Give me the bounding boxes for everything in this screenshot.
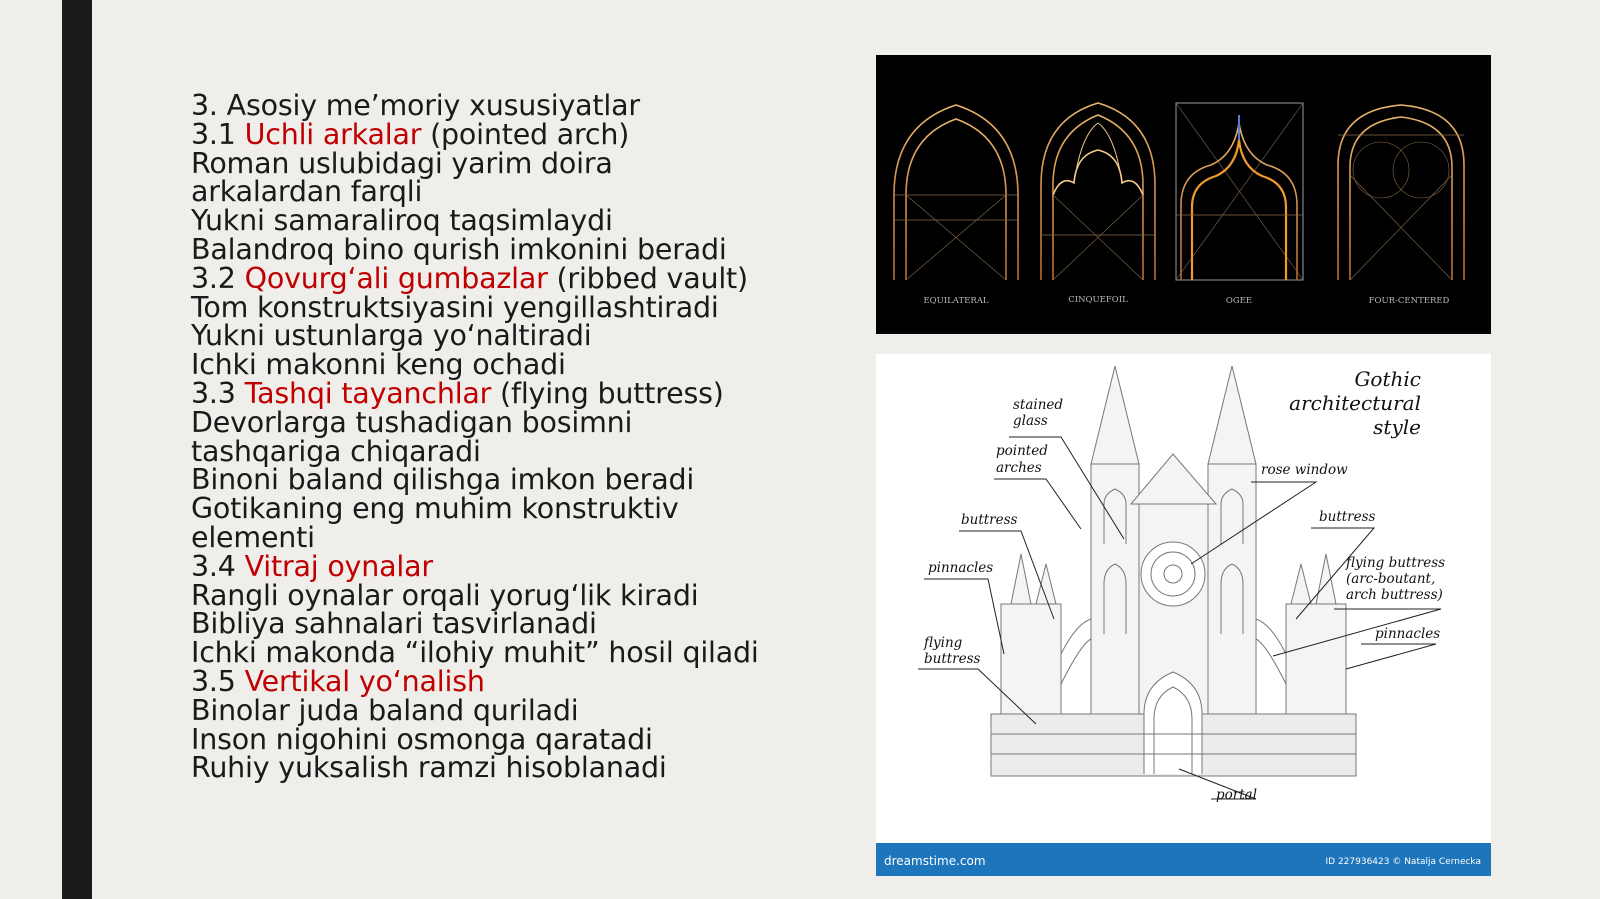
- text-line: [191, 204, 831, 238]
- line-text: Roman uslubidagi yarim doira: [191, 146, 613, 180]
- highlight-text: Uchli arkalar: [244, 117, 422, 151]
- line-text: elementi: [191, 520, 315, 554]
- highlight-text: Tashqi tayanchlar: [244, 376, 492, 410]
- callout-buttress-right: buttress: [1319, 509, 1376, 525]
- callout-stained-glass-2: glass: [1013, 413, 1048, 429]
- equilateral-arch-drawing: [894, 105, 1018, 280]
- text-line: [191, 319, 831, 353]
- cathedral-title-line-1: Gothic: [1354, 367, 1421, 391]
- text-line: [191, 751, 831, 785]
- line-text: (pointed arch): [421, 117, 630, 151]
- line-text: Ruhiy yuksalish ramzi hisoblanadi: [191, 751, 667, 785]
- callout-pinnacles-right: pinnacles: [1375, 626, 1441, 642]
- highlight-text: Vertikal yo‘nalish: [244, 664, 485, 698]
- four-centered-arch-drawing: [1338, 105, 1464, 280]
- gothic-arches-image: [876, 55, 1491, 334]
- line-text: Ichki makonni keng ochadi: [191, 348, 566, 382]
- line-text: arkalardan farqli: [191, 175, 423, 209]
- text-line: [191, 520, 831, 554]
- callout-rose-window: rose window: [1261, 462, 1348, 478]
- arch-label-ogee: OGEE: [1225, 296, 1253, 306]
- arch-label-equilateral: EQUILATERAL: [923, 296, 989, 306]
- line-text: Devorlarga tushadigan bosimni: [191, 405, 633, 439]
- cathedral-title-line-2: architectural: [1289, 391, 1421, 415]
- line-text: 3.4: [191, 549, 245, 583]
- line-text: Rangli oynalar orqali yorug‘lik kiradi: [191, 578, 699, 612]
- text-line: [191, 607, 831, 641]
- line-text: 3.2: [191, 261, 245, 295]
- callout-flying-buttress-left-1: flying: [924, 635, 963, 651]
- line-text: Tom konstruktsiyasini yengillashtiradi: [191, 290, 719, 324]
- line-text: (flying buttress): [491, 376, 724, 410]
- text-line: [191, 146, 831, 180]
- line-text: 3.5: [191, 664, 245, 698]
- line-text: Inson nigohini osmonga qaratadi: [191, 722, 653, 756]
- text-line: [191, 348, 831, 382]
- line-text: 3. Asosiy me’moriy xususiyatlar: [191, 89, 640, 122]
- callout-flying-buttress-right-3: arch buttress): [1346, 587, 1443, 603]
- line-text: Ichki makonda “ilohiy muhit” hosil qiladi: [191, 636, 759, 670]
- callout-pointed-arches-1: pointed: [996, 443, 1048, 459]
- callout-pointed-arches-2: arches: [996, 460, 1042, 476]
- text-line: [191, 376, 831, 410]
- line-text: Gotikaning eng muhim konstruktiv: [191, 492, 679, 526]
- line-text: Yukni samaraliroq taqsimlaydi: [191, 204, 613, 238]
- line-text: Binolar juda baland quriladi: [191, 693, 579, 727]
- text-line: [191, 549, 831, 583]
- line-text: 3.1: [191, 117, 245, 151]
- watermark-id: ID 227936423 © Natalja Cernecka: [1325, 857, 1481, 867]
- callout-stained-glass-1: stained: [1013, 397, 1064, 413]
- left-accent-bar: [62, 0, 92, 899]
- text-line: [191, 693, 831, 727]
- callout-pinnacles-left: pinnacles: [928, 560, 994, 576]
- callout-flying-buttress-right-1: flying buttress: [1346, 555, 1446, 571]
- line-text: Binoni baland qilishga imkon beradi: [191, 463, 695, 497]
- gothic-cathedral-image: [876, 354, 1491, 876]
- text-line: [191, 232, 831, 266]
- text-line: [191, 492, 831, 526]
- callout-portal: portal: [1216, 787, 1258, 803]
- highlight-text: Qovurg‘ali gumbazlar: [244, 261, 548, 295]
- text-line: [191, 463, 831, 497]
- line-text: Bibliya sahnalari tasvirlanadi: [191, 607, 597, 641]
- arch-label-four-centered: FOUR-CENTERED: [1368, 296, 1450, 306]
- line-text: 3.3: [191, 376, 245, 410]
- text-line: [191, 434, 831, 468]
- ogee-arch-drawing: [1176, 103, 1303, 280]
- text-line: [191, 578, 831, 612]
- slide-body-text: [191, 89, 831, 785]
- arch-label-cinquefoil: CINQUEFOIL: [1068, 295, 1128, 305]
- line-text: Balandroq bino qurish imkonini beradi: [191, 232, 727, 266]
- callout-buttress-left: buttress: [961, 512, 1018, 528]
- callout-flying-buttress-left-2: buttress: [924, 651, 981, 667]
- line-text: tashqariga chiqaradi: [191, 434, 481, 468]
- text-line: [191, 405, 831, 439]
- cathedral-title-line-3: style: [1373, 415, 1421, 439]
- text-line: [191, 636, 831, 670]
- cinquefoil-arch-drawing: [1041, 103, 1155, 280]
- text-line: [191, 664, 831, 698]
- text-line: [191, 722, 831, 756]
- text-line: [191, 89, 831, 122]
- text-line: [191, 117, 831, 151]
- watermark-site: dreamstime.com: [884, 854, 986, 868]
- highlight-text: Vitraj oynalar: [244, 549, 433, 583]
- text-line: [191, 175, 831, 209]
- line-text: Yukni ustunlarga yo‘naltiradi: [191, 319, 592, 353]
- text-line: [191, 261, 831, 295]
- line-text: (ribbed vault): [547, 261, 748, 295]
- callout-flying-buttress-right-2: (arc-boutant,: [1346, 571, 1436, 587]
- text-line: [191, 290, 831, 324]
